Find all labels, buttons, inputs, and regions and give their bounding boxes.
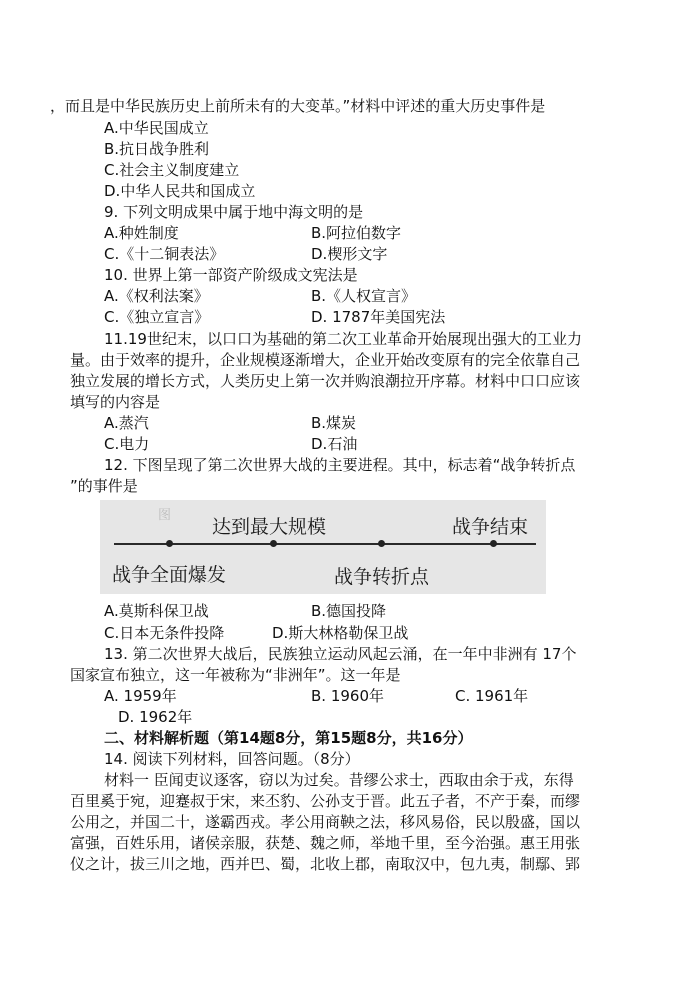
q13-stem-2: 国家宣布独立，这一年被称为“非洲年”。这一年是 xyxy=(70,666,401,684)
q9-stem: 9. 下列文明成果中属于地中海文明的是 xyxy=(104,203,364,221)
timeline-dot-3 xyxy=(378,540,385,547)
q13-stem-1: 13. 第二次世界大战后，民族独立运动风起云涌，在一年中非洲有 17个 xyxy=(104,645,577,663)
q8-option-a: A.中华民国成立 xyxy=(104,119,209,137)
q11-stem-4: 填写的内容是 xyxy=(70,393,161,411)
timeline-dot-4 xyxy=(490,540,497,547)
material-1-line-3: 公用之，并国二十，遂霸西戎。孝公用商鞅之法，移风易俗，民以殷盛，国以 xyxy=(70,813,581,831)
q11-option-d: D.石油 xyxy=(311,435,358,453)
timeline-dot-2 xyxy=(270,540,277,547)
q9-option-d: D.楔形文字 xyxy=(311,245,388,263)
q13-option-b: B. 1960年 xyxy=(311,687,385,705)
bleed-through-text: 图 xyxy=(158,508,172,523)
q10-option-a: A.《权利法案》 xyxy=(104,287,209,305)
material-1-line-4: 富强，百姓乐用，诸侯亲服，获楚、魏之师，举地千里，至今治强。惠王用张 xyxy=(70,834,581,852)
timeline-axis xyxy=(114,543,536,545)
q8-stem-tail: ，而且是中华民族历史上前所未有的大变革。”材料中评述的重大历史事件是 xyxy=(50,97,546,115)
q12-stem-2: ”的事件是 xyxy=(70,477,138,495)
q9-option-c: C.《十二铜表法》 xyxy=(104,245,225,263)
label-turning-point: 战争转折点 xyxy=(334,566,430,588)
q11-option-a: A.蒸汽 xyxy=(104,414,149,432)
q9-option-b: B.阿拉伯数字 xyxy=(311,224,402,242)
q11-stem-3: 独立发展的增长方式，人类历史上第一次并购浪潮拉开序幕。材料中口口应该 xyxy=(70,372,581,390)
q12-option-c: C.日本无条件投降 xyxy=(104,624,225,642)
q11-stem-1: 11.19世纪末，以口口为基础的第二次工业革命开始展现出强大的工业力 xyxy=(104,330,582,348)
q12-option-a: A.莫斯科保卫战 xyxy=(104,602,209,620)
q13-option-d: D. 1962年 xyxy=(118,708,193,726)
q9-option-a: A.种姓制度 xyxy=(104,224,179,242)
q8-option-b: B.抗日战争胜利 xyxy=(104,140,210,158)
q13-option-c: C. 1961年 xyxy=(455,687,529,705)
label-full-outbreak: 战争全面爆发 xyxy=(112,564,227,586)
label-max-scale: 达到最大规模 xyxy=(212,516,327,538)
timeline-dot-1 xyxy=(166,540,173,547)
material-1-line-1: 材料一 臣闻吏议逐客，窃以为过矣。昔缪公求士，西取由余于戎，东得 xyxy=(104,771,574,789)
material-1-line-5: 仪之计，拔三川之地，西并巴、蜀，北收上郡，南取汉中，包九夷，制鄢、郢 xyxy=(70,855,581,873)
q13-option-a: A. 1959年 xyxy=(104,687,177,705)
q10-stem: 10. 世界上第一部资产阶级成文宪法是 xyxy=(104,266,358,284)
q8-option-c: C.社会主义制度建立 xyxy=(104,161,240,179)
q11-option-b: B.煤炭 xyxy=(311,414,357,432)
q11-stem-2: 量。由于效率的提升，企业规模逐渐增大，企业开始改变原有的完全依靠自己 xyxy=(70,351,581,369)
q8-option-d: D.中华人民共和国成立 xyxy=(104,182,256,200)
q10-option-d: D. 1787年美国宪法 xyxy=(311,308,446,326)
q12-option-b: B.德国投降 xyxy=(311,602,387,620)
q10-option-c: C.《独立宣言》 xyxy=(104,308,210,326)
label-war-end: 战争结束 xyxy=(452,516,529,538)
q11-option-c: C.电力 xyxy=(104,435,150,453)
ww2-timeline-figure xyxy=(100,500,546,594)
q14-stem: 14. 阅读下列材料，回答问题。（8分） xyxy=(104,750,360,768)
section-2-heading: 二、材料解析题（第14题8分，第15题8分，共16分） xyxy=(104,729,473,747)
material-1-line-2: 百里奚于宛，迎蹇叔于宋，来丕豹、公孙支于晋。此五子者，不产于秦，而缪 xyxy=(70,792,581,810)
q10-option-b: B.《人权宣言》 xyxy=(311,287,417,305)
q12-option-d: D.斯大林格勒保卫战 xyxy=(272,624,409,642)
q12-stem-1: 12. 下图呈现了第二次世界大战的主要进程。其中，标志着“战争转折点 xyxy=(104,456,576,474)
